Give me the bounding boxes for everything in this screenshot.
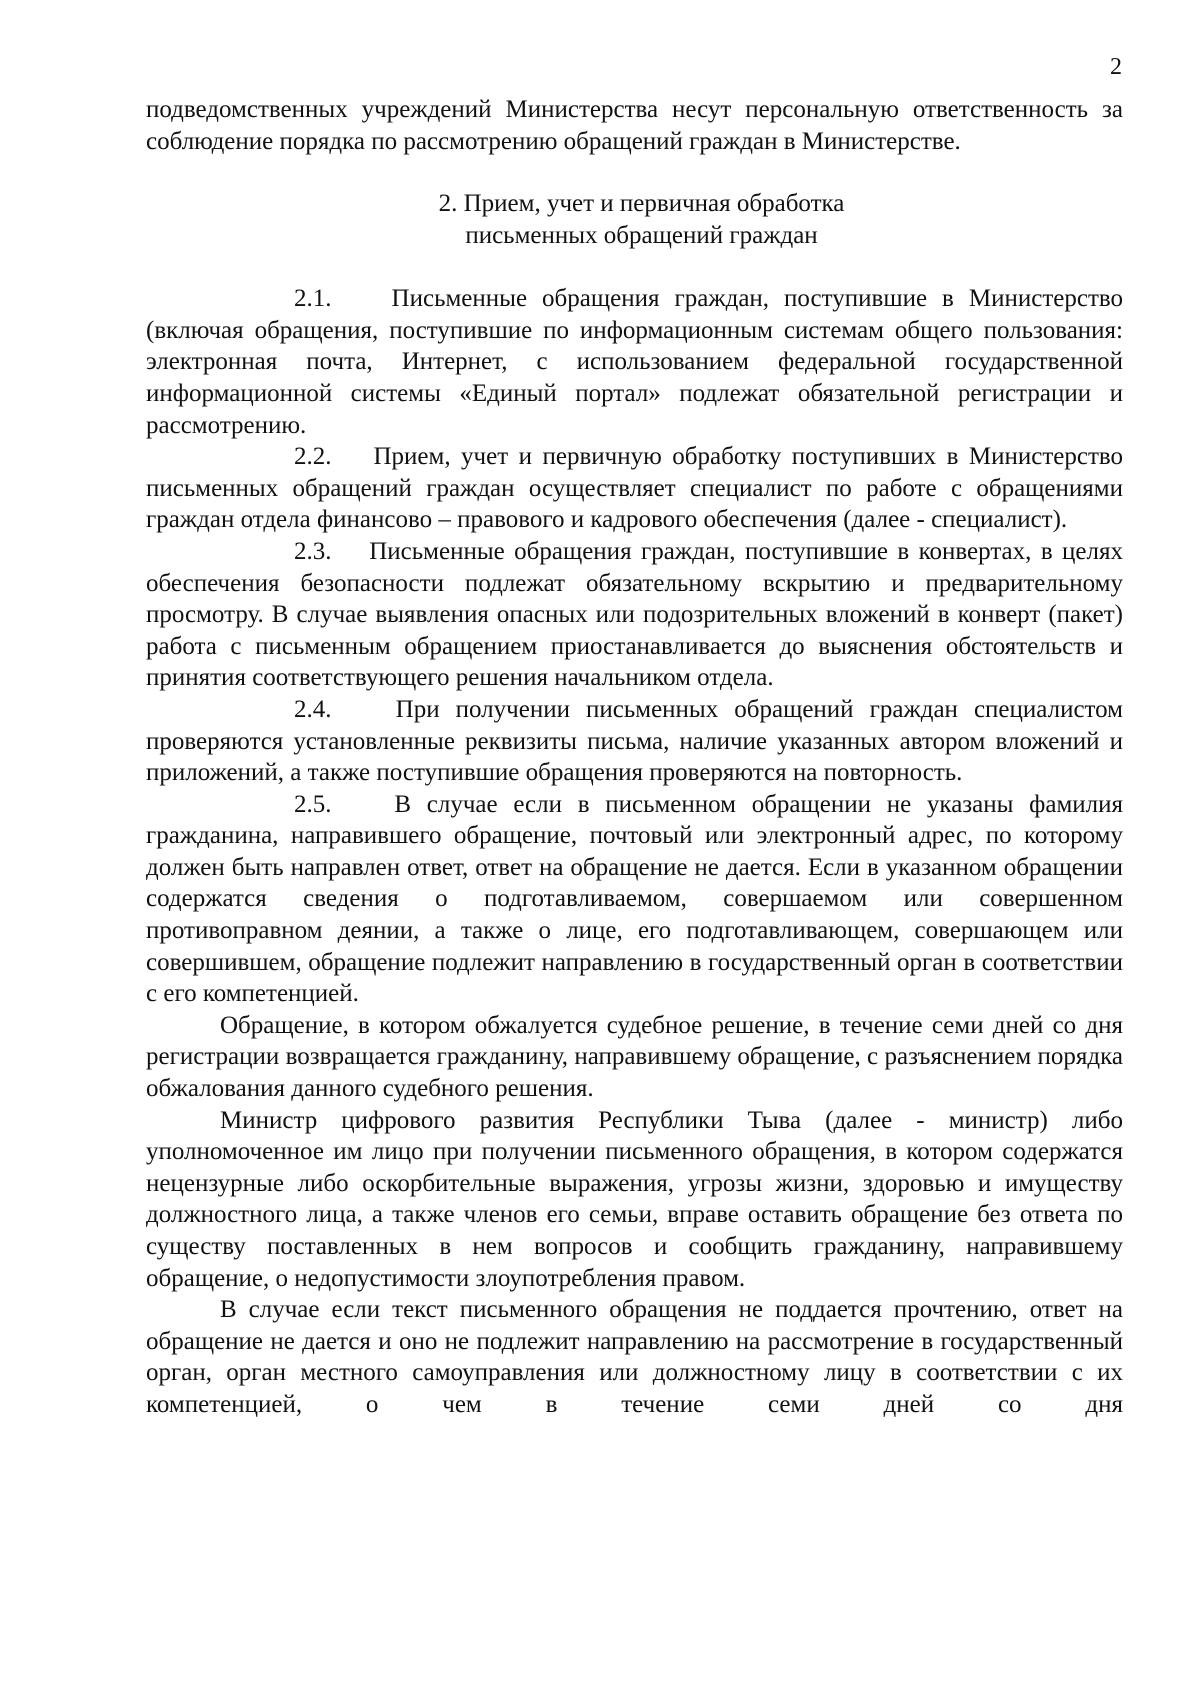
clause-2-3 [146,536,1123,694]
paragraph-continuation: подведомственных учреждений Министерства несут персональную ответственность за соблюдение порядка по рассмотрению обращений граждан в Министерстве. [146,96,1123,155]
paragraph-minister-rights: Министр цифрового развития Республики Тыва (далее - министр) либо уполномоченное им лицо при получении письменного обращения, в котором содержатся нецензурные либо оскорбительные выражения, угрозы жизни, здоровью и имуществу должностного лица, а также членов его семьи, вправе оставить обращение без ответа по существу поставленных в нем вопросов и сообщить гражданину, направившему обращение, о недопустимости злоупотребления правом. [146,1106,1123,1292]
clause-text: В случае если в письменном обращении не указаны фамилия гражданина, направившего обращение, почтовый или электронный адрес, по которому должен быть направлен ответ, ответ на обращение не дается. Если в указанном обращении содержатся сведения о подготавливаемом, совершаемом или совершенном противоправном деянии, а также о лице, его подготавливающем, совершающем или совершившем, обращение подлежит направлению в государственный орган в соответствии с его компетенцией. [146,790,1123,1008]
clause-number: 2.3. [294,537,332,565]
clause-2-2 [146,441,1123,536]
document-body [146,94,1123,1421]
clause-text: Прием, учет и первичную обработку поступивших в Министерство письменных обращений граждан осуществляет специалист по работе с обращениями граждан отдела финансово – правового и кадрового обеспечения (далее - специалист). [146,443,1124,534]
clause-number: 2.2. [294,443,332,471]
clause-number: 2.1. [294,285,332,313]
paragraph-illegible-text: В случае если текст письменного обращения не поддается прочтению, ответ на обращение не дается и оно не подлежит направлению на рассмотрение в государственный орган, орган местного самоуправления или должностному лицу в соответствии с их компетенцией, о чем в течение семи дней со дня [146,1296,1123,1418]
clause-number: 2.4. [294,695,332,723]
clause-text: Письменные обращения граждан, поступившие в Министерство (включая обращения, поступившие по информационным системам общего пользования: электронная почта, Интернет, с использованием федеральной государственной информационной системы «Единый портал» подлежат обязательной регистрации и рассмотрению. [146,285,1123,439]
section-heading-line-2: письменных обращений граждан [465,222,818,250]
clause-2-4 [146,694,1123,789]
clause-text: При получении письменных обращений граждан специалистом проверяются установленные реквизиты письма, наличие указанных автором вложений и приложений, а также поступившие обращения проверяются на повторность. [146,695,1123,787]
paragraph-court-decision: Обращение, в котором обжалуется судебное решение, в течение семи дней со дня регистрации возвращается гражданину, направившему обращение, с разъяснением порядка обжалования данного судебного решения. [146,1011,1123,1103]
section-heading-line-1: 2. Прием, учет и первичная обработка [438,190,845,218]
clause-2-1 [146,283,1123,441]
clause-text: Письменные обращения граждан, поступившие в конвертах, в целях обеспечения безопасности подлежат обязательному вскрытию и предварительному просмотру. В случае выявления опасных или подозрительных вложений в конверт (пакет) работа с письменным обращением приостанавливается до выяснения обстоятельств и принятия соответствующего решения начальником отдела. [146,537,1124,692]
clause-2-5 [146,789,1123,1010]
page-number: 2 [1110,54,1122,80]
clause-number: 2.5. [294,790,332,818]
